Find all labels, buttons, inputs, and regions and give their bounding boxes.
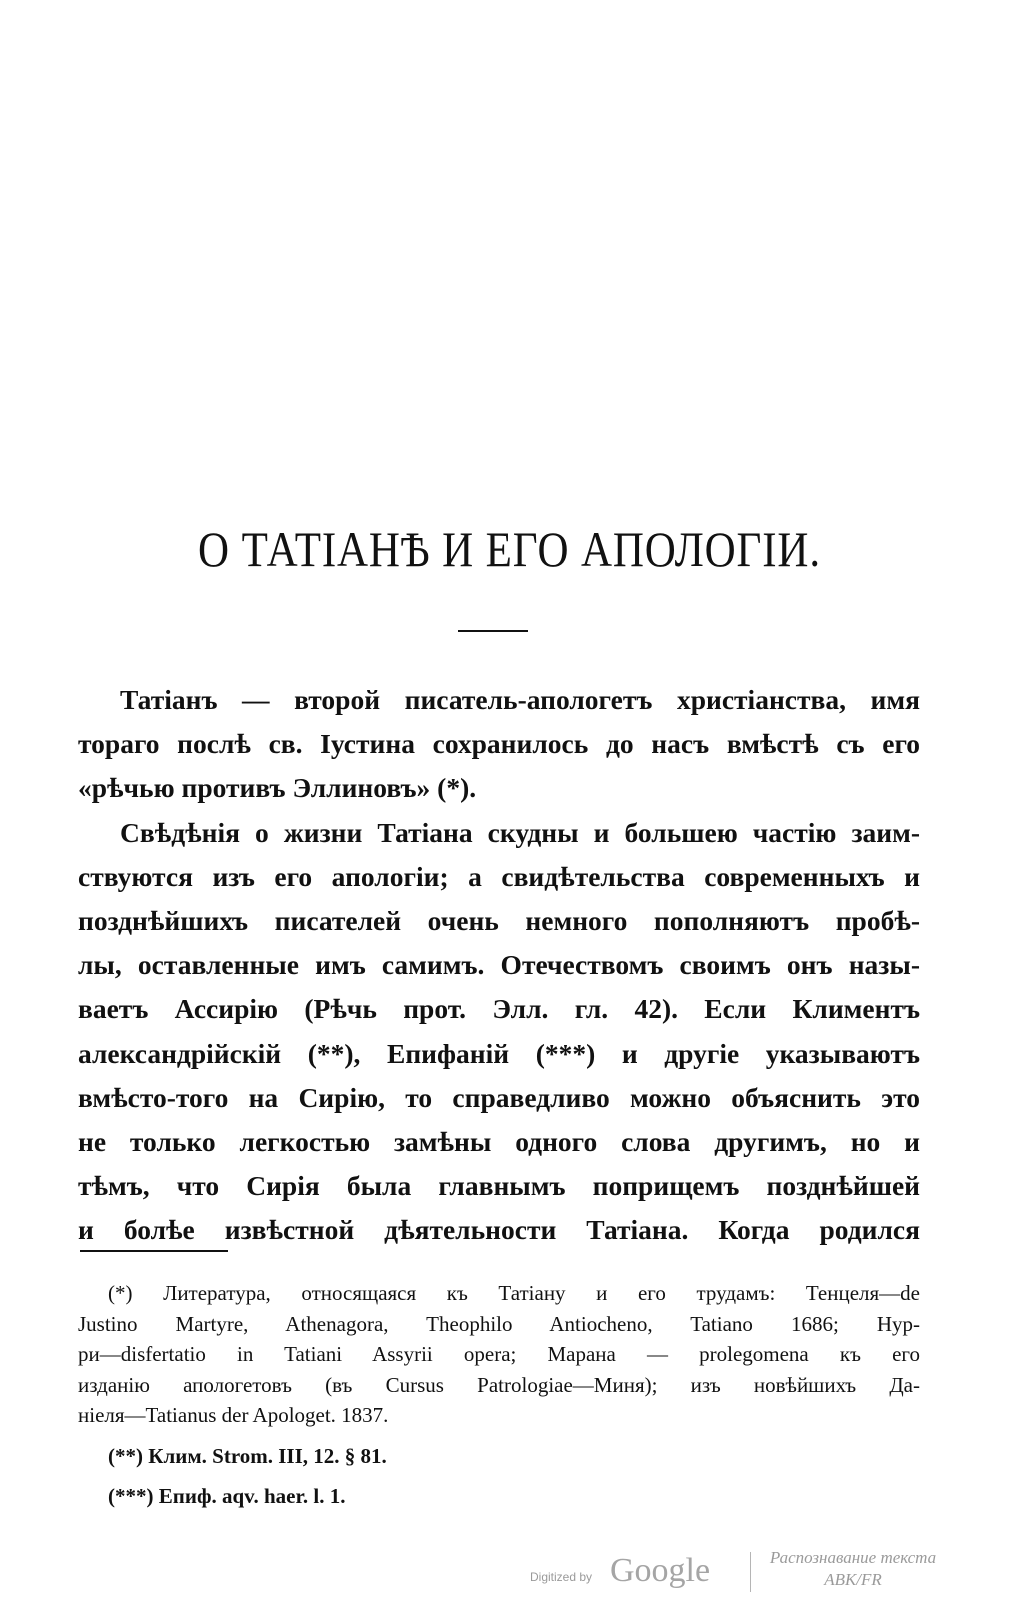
text-line: и болѣе извѣстной дѣятельности Татіана. Когда родился [78, 1214, 920, 1246]
text-line: тѣмъ, что Сирія была главнымъ поприщемъ позднѣйшей [78, 1170, 920, 1202]
footnote-2: (**) Клим. Strom. III, 12. § 81. [108, 1443, 387, 1468]
stamp-line-1: Распознавание текста [769, 1548, 937, 1567]
text-line: не только легкостью замѣны одного слова другимъ, но и [78, 1126, 920, 1158]
google-logo: Google [610, 1552, 711, 1589]
footnote-1-line: ніеля—Tatianus der Apologet. 1837. [78, 1403, 389, 1427]
text-line: александрійскій (**), Епифаній (***) и другіе указываютъ [78, 1037, 920, 1069]
ocr-stamp [750, 1548, 950, 1594]
text-line: ваетъ Ассирію (Рѣчь прот. Элл. гл. 42). Если Климентъ [78, 993, 920, 1025]
page-title: О ТАТІАНѢ И ЕГО АПОЛОГІИ. [198, 521, 821, 577]
footnote-divider [80, 1250, 228, 1252]
text-line: «рѣчью противъ Эллиновъ» (*). [78, 772, 477, 804]
text-line: тораго послѣ св. Іустина сохранилось до насъ вмѣстѣ съ его [78, 728, 920, 760]
text-line: позднѣйшихъ писателей очень немного пополняютъ пробѣ- [78, 905, 920, 937]
text-line: Татіанъ — второй писатель-апологетъ христіанства, имя [120, 684, 920, 715]
main-text [78, 678, 920, 1253]
footnote-1-line: изданію апологетовъ (въ Cursus Patrologiae—Миня); изъ новѣйшихъ Да- [78, 1372, 920, 1397]
text-line: лы, оставленные имъ самимъ. Отечествомъ своимъ онъ назы- [78, 949, 920, 981]
stamp-separator [750, 1552, 751, 1592]
text-line: вмѣсто-того на Сирію, то справедливо можно объяснить это [78, 1081, 920, 1113]
footnotes [78, 1278, 920, 1512]
digitized-watermark [530, 1552, 750, 1592]
stamp-line-2: ABK/FR [824, 1570, 882, 1589]
footnote-1-line: (*) Литература, относящаяся къ Татіану и его трудамъ: Тенцеля—de [108, 1281, 920, 1305]
text-line: Свѣдѣнія о жизни Татіана скудны и большею частію заим- [120, 816, 920, 848]
footnote-1-line: ри—disfertatio in Tatiani Assyrii opera; Марана — prolegomena къ его [78, 1342, 920, 1366]
title-divider [458, 630, 528, 632]
footnote-3: (***) Епиф. aqv. haer. l. 1. [108, 1484, 346, 1508]
digitized-by-label: Digitized by [530, 1570, 593, 1584]
text-line: ствуются изъ его апологіи; а свидѣтельства современныхъ и [78, 860, 920, 892]
footnote-1-line: Justino Martyre, Athenagora, Theophilo Antiocheno, Tatiano 1686; Нур- [78, 1311, 920, 1336]
